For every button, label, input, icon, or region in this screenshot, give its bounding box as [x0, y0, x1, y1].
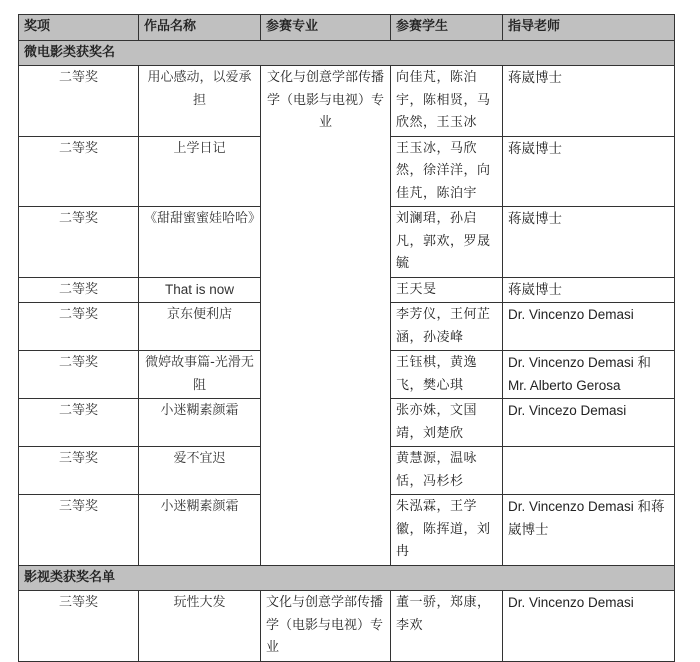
award-cell: 三等奖	[19, 591, 139, 662]
table-row	[19, 591, 675, 662]
students-cell: 黄慧源，温咏恬，冯杉杉	[391, 447, 503, 495]
header-major: 参赛专业	[261, 15, 391, 41]
award-cell: 二等奖	[19, 207, 139, 278]
students-cell: 王天旻	[391, 277, 503, 303]
advisor-cell: 蒋崴博士	[503, 207, 675, 278]
advisor-cell	[503, 447, 675, 495]
work-cell: 微婷故事篇-光滑无阻	[139, 351, 261, 399]
students-cell: 向佳芃，陈泊宇，陈相贤，马欣然，王玉冰	[391, 66, 503, 137]
work-cell: 小迷糊素颜霜	[139, 495, 261, 566]
advisor-cell: 蒋崴博士	[503, 136, 675, 207]
work-cell: 京东便利店	[139, 303, 261, 351]
advisor-cell: 蒋崴博士	[503, 66, 675, 137]
header-award: 奖项	[19, 15, 139, 41]
work-cell: 用心感动，以爱承担	[139, 66, 261, 137]
section-row	[19, 565, 675, 591]
work-cell: That is now	[139, 277, 261, 303]
students-cell: 张亦姝，文国靖，刘楚欣	[391, 399, 503, 447]
advisor-cell: Dr. Vincenzo Demasi	[503, 303, 675, 351]
advisor-cell: 蒋崴博士	[503, 277, 675, 303]
advisor-cell: Dr. Vincenzo Demasi 和 Mr. Alberto Gerosa	[503, 351, 675, 399]
major-cell: 文化与创意学部传播学（电影与电视）专业	[261, 66, 391, 566]
students-cell: 董一骄，郑康，李欢	[391, 591, 503, 662]
header-advisor: 指导老师	[503, 15, 675, 41]
header-students: 参赛学生	[391, 15, 503, 41]
award-cell: 二等奖	[19, 66, 139, 137]
award-cell: 三等奖	[19, 447, 139, 495]
advisor-cell: Dr. Vincezo Demasi	[503, 399, 675, 447]
work-cell: 《甜甜蜜蜜娃哈哈》	[139, 207, 261, 278]
award-cell: 二等奖	[19, 277, 139, 303]
advisor-cell: Dr. Vincenzo Demasi 和蒋崴博士	[503, 495, 675, 566]
work-cell: 玩性大发	[139, 591, 261, 662]
major-cell: 文化与创意学部传播学（电影与电视）专业	[261, 591, 391, 662]
work-cell: 小迷糊素颜霜	[139, 399, 261, 447]
award-cell: 二等奖	[19, 351, 139, 399]
section-title: 影视类获奖名单	[19, 565, 675, 591]
students-cell: 朱泓霖，王学徽，陈挥道，刘冉	[391, 495, 503, 566]
header-row	[19, 15, 675, 41]
work-cell: 上学日记	[139, 136, 261, 207]
advisor-cell: Dr. Vincenzo Demasi	[503, 591, 675, 662]
header-work: 作品名称	[139, 15, 261, 41]
students-cell: 李芳仪，王何芷涵，孙凌峰	[391, 303, 503, 351]
award-cell: 二等奖	[19, 399, 139, 447]
awards-table	[18, 14, 675, 662]
students-cell: 王钰棋，黄逸飞，樊心琪	[391, 351, 503, 399]
section-row	[19, 40, 675, 66]
award-cell: 二等奖	[19, 303, 139, 351]
work-cell: 爱不宜迟	[139, 447, 261, 495]
students-cell: 王玉冰，马欣然，徐洋洋，向佳芃，陈泊宇	[391, 136, 503, 207]
table-row	[19, 66, 675, 137]
students-cell: 刘澜珺，孙启凡，郭欢，罗晟毓	[391, 207, 503, 278]
award-cell: 三等奖	[19, 495, 139, 566]
section-title: 微电影类获奖名	[19, 40, 675, 66]
award-cell: 二等奖	[19, 136, 139, 207]
